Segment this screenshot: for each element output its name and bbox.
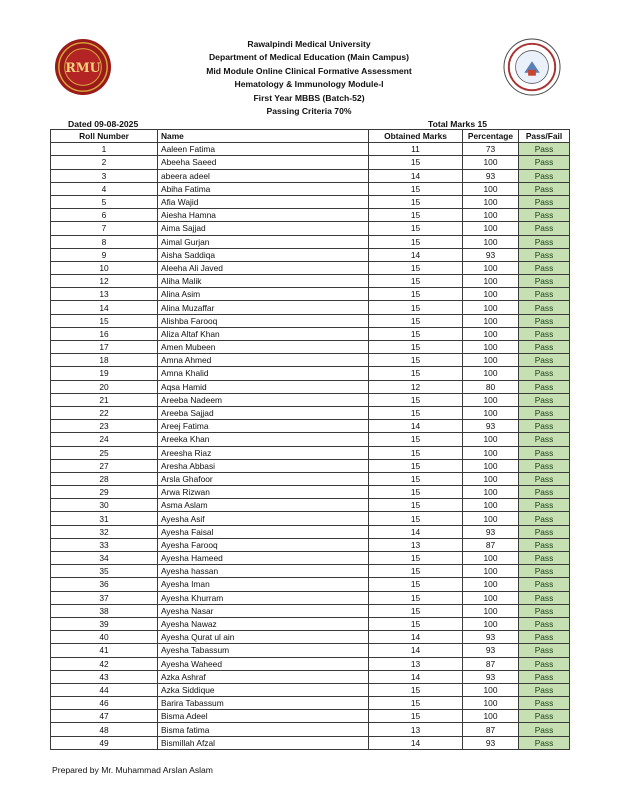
name-cell: Aisha Saddiqa (158, 248, 369, 261)
table-header-row (51, 130, 570, 143)
obtained-marks-cell: 15 (369, 182, 463, 195)
pass-fail-cell: Pass (519, 657, 570, 670)
obtained-marks-cell: 15 (369, 275, 463, 288)
percentage-cell: 80 (463, 380, 519, 393)
pass-fail-cell: Pass (519, 420, 570, 433)
table-row (51, 552, 570, 565)
obtained-marks-cell: 15 (369, 301, 463, 314)
roll-number-cell: 2 (51, 156, 158, 169)
roll-number-cell: 28 (51, 472, 158, 485)
obtained-marks-cell: 14 (369, 420, 463, 433)
roll-number-cell: 33 (51, 538, 158, 551)
roll-number-cell: 49 (51, 736, 158, 749)
percentage-cell: 100 (463, 301, 519, 314)
percentage-cell: 100 (463, 182, 519, 195)
roll-number-cell: 13 (51, 288, 158, 301)
name-cell: Areesha Riaz (158, 446, 369, 459)
obtained-marks-cell: 15 (369, 156, 463, 169)
roll-number-cell: 10 (51, 261, 158, 274)
pass-fail-cell: Pass (519, 538, 570, 551)
roll-number-cell: 4 (51, 182, 158, 195)
name-cell: Azka Ashraf (158, 670, 369, 683)
pass-fail-cell: Pass (519, 723, 570, 736)
roll-number-cell: 24 (51, 433, 158, 446)
pass-fail-cell: Pass (519, 301, 570, 314)
obtained-marks-cell: 15 (369, 710, 463, 723)
obtained-marks-cell: 15 (369, 341, 463, 354)
name-cell: Aliza Altaf Khan (158, 327, 369, 340)
pass-fail-cell: Pass (519, 406, 570, 419)
roll-number-cell: 42 (51, 657, 158, 670)
percentage-cell: 100 (463, 341, 519, 354)
pass-fail-cell: Pass (519, 261, 570, 274)
percentage-cell: 100 (463, 591, 519, 604)
module-title: Hematology & Immunology Module-I (234, 79, 384, 90)
name-cell: Alishba Farooq (158, 314, 369, 327)
roll-number-cell: 23 (51, 420, 158, 433)
pass-fail-cell: Pass (519, 736, 570, 749)
roll-number-cell: 37 (51, 591, 158, 604)
name-cell: Amen Mubeen (158, 341, 369, 354)
table-row (51, 697, 570, 710)
percentage-cell: 87 (463, 723, 519, 736)
name-cell: Arwa Rizwan (158, 486, 369, 499)
table-row (51, 248, 570, 261)
obtained-marks-cell: 15 (369, 209, 463, 222)
name-cell: abeera adeel (158, 169, 369, 182)
percentage-cell: 100 (463, 697, 519, 710)
percentage-cell: 100 (463, 209, 519, 222)
table-row (51, 565, 570, 578)
roll-number-cell: 19 (51, 367, 158, 380)
table-row (51, 275, 570, 288)
pass-fail-cell: Pass (519, 327, 570, 340)
col-pass-fail: Pass/Fail (519, 130, 570, 143)
table-row (51, 499, 570, 512)
col-name: Name (158, 130, 369, 143)
name-cell: Bisma fatima (158, 723, 369, 736)
name-cell: Arsla Ghafoor (158, 472, 369, 485)
obtained-marks-cell: 15 (369, 499, 463, 512)
roll-number-cell: 38 (51, 604, 158, 617)
pass-fail-cell: Pass (519, 314, 570, 327)
pass-fail-cell: Pass (519, 156, 570, 169)
name-cell: Aqsa Hamid (158, 380, 369, 393)
right-seal-logo (503, 38, 561, 96)
percentage-cell: 93 (463, 631, 519, 644)
roll-number-cell: 6 (51, 209, 158, 222)
table-row (51, 538, 570, 551)
obtained-marks-cell: 14 (369, 248, 463, 261)
name-cell: Areeba Sajjad (158, 406, 369, 419)
col-roll-number: Roll Number (51, 130, 158, 143)
obtained-marks-cell: 13 (369, 723, 463, 736)
table-row (51, 235, 570, 248)
prepared-by: Prepared by Mr. Muhammad Arslan Aslam (52, 765, 213, 775)
obtained-marks-cell: 15 (369, 222, 463, 235)
col-percentage: Percentage (463, 130, 519, 143)
date-label: Dated 09-08-2025 (68, 119, 139, 129)
pass-fail-cell: Pass (519, 565, 570, 578)
roll-number-cell: 7 (51, 222, 158, 235)
pass-fail-cell: Pass (519, 552, 570, 565)
obtained-marks-cell: 13 (369, 657, 463, 670)
obtained-marks-cell: 15 (369, 683, 463, 696)
roll-number-cell: 1 (51, 143, 158, 156)
roll-number-cell: 36 (51, 578, 158, 591)
name-cell: Ayesha Khurram (158, 591, 369, 604)
pass-fail-cell: Pass (519, 182, 570, 195)
roll-number-cell: 30 (51, 499, 158, 512)
obtained-marks-cell: 14 (369, 736, 463, 749)
obtained-marks-cell: 15 (369, 459, 463, 472)
table-row (51, 525, 570, 538)
total-marks-label: Total Marks 15 (428, 119, 488, 129)
percentage-cell: 100 (463, 288, 519, 301)
pass-fail-cell: Pass (519, 617, 570, 630)
percentage-cell: 100 (463, 499, 519, 512)
percentage-cell: 100 (463, 156, 519, 169)
name-cell: Areeka Khan (158, 433, 369, 446)
roll-number-cell: 16 (51, 327, 158, 340)
name-cell: Alina Asim (158, 288, 369, 301)
name-cell: Abeeha Saeed (158, 156, 369, 169)
name-cell: Amna Ahmed (158, 354, 369, 367)
table-row (51, 301, 570, 314)
percentage-cell: 93 (463, 420, 519, 433)
name-cell: Ayesha Nawaz (158, 617, 369, 630)
obtained-marks-cell: 15 (369, 446, 463, 459)
percentage-cell: 100 (463, 683, 519, 696)
obtained-marks-cell: 15 (369, 367, 463, 380)
name-cell: Ayesha Asif (158, 512, 369, 525)
table-row (51, 472, 570, 485)
percentage-cell: 93 (463, 736, 519, 749)
percentage-cell: 100 (463, 406, 519, 419)
pass-fail-cell: Pass (519, 710, 570, 723)
percentage-cell: 100 (463, 512, 519, 525)
pass-fail-cell: Pass (519, 644, 570, 657)
pass-fail-cell: Pass (519, 169, 570, 182)
percentage-cell: 93 (463, 169, 519, 182)
obtained-marks-cell: 15 (369, 314, 463, 327)
percentage-cell: 100 (463, 222, 519, 235)
percentage-cell: 100 (463, 327, 519, 340)
name-cell: Asma Aslam (158, 499, 369, 512)
name-cell: Bisma Adeel (158, 710, 369, 723)
obtained-marks-cell: 15 (369, 617, 463, 630)
name-cell: Aresha Abbasi (158, 459, 369, 472)
obtained-marks-cell: 14 (369, 670, 463, 683)
table-row (51, 169, 570, 182)
roll-number-cell: 34 (51, 552, 158, 565)
batch-title: First Year MBBS (Batch-52) (253, 92, 365, 103)
pass-fail-cell: Pass (519, 525, 570, 538)
roll-number-cell: 17 (51, 341, 158, 354)
pass-fail-cell: Pass (519, 288, 570, 301)
roll-number-cell: 21 (51, 393, 158, 406)
name-cell: Ayesha Faisal (158, 525, 369, 538)
roll-number-cell: 8 (51, 235, 158, 248)
name-cell: Aaleen Fatima (158, 143, 369, 156)
obtained-marks-cell: 14 (369, 644, 463, 657)
table-row (51, 710, 570, 723)
pass-fail-cell: Pass (519, 604, 570, 617)
roll-number-cell: 41 (51, 644, 158, 657)
table-row (51, 736, 570, 749)
department-name: Department of Medical Education (Main Campus) (208, 52, 410, 63)
pass-fail-cell: Pass (519, 433, 570, 446)
name-cell: Azka Siddique (158, 683, 369, 696)
table-row (51, 578, 570, 591)
table-row (51, 209, 570, 222)
roll-number-cell: 48 (51, 723, 158, 736)
obtained-marks-cell: 15 (369, 195, 463, 208)
percentage-cell: 100 (463, 314, 519, 327)
pass-fail-cell: Pass (519, 591, 570, 604)
pass-fail-cell: Pass (519, 222, 570, 235)
table-row (51, 723, 570, 736)
table-row (51, 393, 570, 406)
percentage-cell: 87 (463, 538, 519, 551)
name-cell: Ayesha Hameed (158, 552, 369, 565)
percentage-cell: 100 (463, 552, 519, 565)
name-cell: Aleeha Ali Javed (158, 261, 369, 274)
pass-fail-cell: Pass (519, 195, 570, 208)
name-cell: Aliha Malik (158, 275, 369, 288)
table-row (51, 406, 570, 419)
name-cell: Amna Khalid (158, 367, 369, 380)
pass-fail-cell: Pass (519, 354, 570, 367)
pass-fail-cell: Pass (519, 367, 570, 380)
pass-fail-cell: Pass (519, 486, 570, 499)
table-row (51, 486, 570, 499)
name-cell: Aiesha Hamna (158, 209, 369, 222)
percentage-cell: 100 (463, 275, 519, 288)
pass-fail-cell: Pass (519, 631, 570, 644)
name-cell: Ayesha Qurat ul ain (158, 631, 369, 644)
table-row (51, 683, 570, 696)
percentage-cell: 100 (463, 393, 519, 406)
obtained-marks-cell: 15 (369, 591, 463, 604)
roll-number-cell: 12 (51, 275, 158, 288)
name-cell: Ayesha Waheed (158, 657, 369, 670)
roll-number-cell: 43 (51, 670, 158, 683)
roll-number-cell: 46 (51, 697, 158, 710)
table-row (51, 420, 570, 433)
table-row (51, 459, 570, 472)
roll-number-cell: 18 (51, 354, 158, 367)
percentage-cell: 93 (463, 644, 519, 657)
obtained-marks-cell: 15 (369, 552, 463, 565)
percentage-cell: 100 (463, 433, 519, 446)
percentage-cell: 93 (463, 525, 519, 538)
obtained-marks-cell: 15 (369, 697, 463, 710)
table-row (51, 314, 570, 327)
pass-fail-cell: Pass (519, 209, 570, 222)
percentage-cell: 100 (463, 486, 519, 499)
percentage-cell: 100 (463, 235, 519, 248)
name-cell: Areej Fatima (158, 420, 369, 433)
percentage-cell: 100 (463, 195, 519, 208)
roll-number-cell: 47 (51, 710, 158, 723)
roll-number-cell: 44 (51, 683, 158, 696)
obtained-marks-cell: 15 (369, 261, 463, 274)
obtained-marks-cell: 11 (369, 143, 463, 156)
table-row (51, 156, 570, 169)
results-table (50, 129, 570, 750)
rmu-logo (54, 38, 112, 96)
col-obtained-marks: Obtained Marks (369, 130, 463, 143)
roll-number-cell: 9 (51, 248, 158, 261)
name-cell: Ayesha hassan (158, 565, 369, 578)
name-cell: Areeba Nadeem (158, 393, 369, 406)
table-row (51, 512, 570, 525)
percentage-cell: 100 (463, 459, 519, 472)
pass-fail-cell: Pass (519, 235, 570, 248)
obtained-marks-cell: 15 (369, 288, 463, 301)
pass-fail-cell: Pass (519, 446, 570, 459)
name-cell: Ayesha Farooq (158, 538, 369, 551)
table-row (51, 222, 570, 235)
roll-number-cell: 39 (51, 617, 158, 630)
percentage-cell: 100 (463, 565, 519, 578)
pass-fail-cell: Pass (519, 670, 570, 683)
pass-fail-cell: Pass (519, 697, 570, 710)
name-cell: Alina Muzaffar (158, 301, 369, 314)
name-cell: Bismillah Afzal (158, 736, 369, 749)
roll-number-cell: 14 (51, 301, 158, 314)
percentage-cell: 87 (463, 657, 519, 670)
percentage-cell: 100 (463, 446, 519, 459)
roll-number-cell: 29 (51, 486, 158, 499)
pass-fail-cell: Pass (519, 683, 570, 696)
obtained-marks-cell: 15 (369, 512, 463, 525)
name-cell: Aima Sajjad (158, 222, 369, 235)
pass-fail-cell: Pass (519, 472, 570, 485)
table-row (51, 354, 570, 367)
document-header (150, 38, 468, 118)
obtained-marks-cell: 14 (369, 525, 463, 538)
table-row (51, 433, 570, 446)
percentage-cell: 100 (463, 578, 519, 591)
name-cell: Abiha Fatima (158, 182, 369, 195)
table-row (51, 182, 570, 195)
table-row (51, 380, 570, 393)
pass-fail-cell: Pass (519, 578, 570, 591)
obtained-marks-cell: 15 (369, 327, 463, 340)
table-row (51, 367, 570, 380)
passing-criteria: Passing Criteria 70% (266, 106, 352, 117)
pass-fail-cell: Pass (519, 459, 570, 472)
table-row (51, 631, 570, 644)
obtained-marks-cell: 15 (369, 578, 463, 591)
obtained-marks-cell: 15 (369, 565, 463, 578)
percentage-cell: 100 (463, 710, 519, 723)
table-row (51, 446, 570, 459)
pass-fail-cell: Pass (519, 275, 570, 288)
obtained-marks-cell: 15 (369, 472, 463, 485)
table-row (51, 261, 570, 274)
percentage-cell: 93 (463, 670, 519, 683)
table-row (51, 591, 570, 604)
percentage-cell: 73 (463, 143, 519, 156)
roll-number-cell: 35 (51, 565, 158, 578)
obtained-marks-cell: 15 (369, 433, 463, 446)
obtained-marks-cell: 15 (369, 406, 463, 419)
obtained-marks-cell: 15 (369, 486, 463, 499)
obtained-marks-cell: 15 (369, 354, 463, 367)
percentage-cell: 100 (463, 604, 519, 617)
pass-fail-cell: Pass (519, 248, 570, 261)
roll-number-cell: 15 (51, 314, 158, 327)
pass-fail-cell: Pass (519, 393, 570, 406)
pass-fail-cell: Pass (519, 143, 570, 156)
roll-number-cell: 20 (51, 380, 158, 393)
roll-number-cell: 22 (51, 406, 158, 419)
table-row (51, 604, 570, 617)
percentage-cell: 100 (463, 617, 519, 630)
percentage-cell: 100 (463, 354, 519, 367)
name-cell: Ayesha Iman (158, 578, 369, 591)
obtained-marks-cell: 15 (369, 235, 463, 248)
table-row (51, 670, 570, 683)
university-name: Rawalpindi Medical University (247, 39, 371, 49)
obtained-marks-cell: 15 (369, 393, 463, 406)
roll-number-cell: 3 (51, 169, 158, 182)
roll-number-cell: 32 (51, 525, 158, 538)
pass-fail-cell: Pass (519, 499, 570, 512)
roll-number-cell: 27 (51, 459, 158, 472)
obtained-marks-cell: 14 (369, 169, 463, 182)
table-row (51, 657, 570, 670)
name-cell: Barira Tabassum (158, 697, 369, 710)
table-row (51, 644, 570, 657)
percentage-cell: 100 (463, 261, 519, 274)
obtained-marks-cell: 13 (369, 538, 463, 551)
obtained-marks-cell: 15 (369, 604, 463, 617)
pass-fail-cell: Pass (519, 341, 570, 354)
pass-fail-cell: Pass (519, 380, 570, 393)
roll-number-cell: 31 (51, 512, 158, 525)
obtained-marks-cell: 14 (369, 631, 463, 644)
percentage-cell: 100 (463, 472, 519, 485)
roll-number-cell: 25 (51, 446, 158, 459)
roll-number-cell: 40 (51, 631, 158, 644)
table-row (51, 617, 570, 630)
table-row (51, 195, 570, 208)
assessment-title: Mid Module Online Clinical Formative Assessment (206, 65, 412, 76)
table-row (51, 341, 570, 354)
name-cell: Ayesha Tabassum (158, 644, 369, 657)
table-row (51, 327, 570, 340)
pass-fail-cell: Pass (519, 512, 570, 525)
table-row (51, 143, 570, 156)
table-row (51, 288, 570, 301)
obtained-marks-cell: 12 (369, 380, 463, 393)
name-cell: Afia Wajid (158, 195, 369, 208)
name-cell: Ayesha Nasar (158, 604, 369, 617)
roll-number-cell: 5 (51, 195, 158, 208)
logo-lettering: RMU (65, 59, 101, 75)
percentage-cell: 100 (463, 367, 519, 380)
percentage-cell: 93 (463, 248, 519, 261)
name-cell: Aimal Gurjan (158, 235, 369, 248)
